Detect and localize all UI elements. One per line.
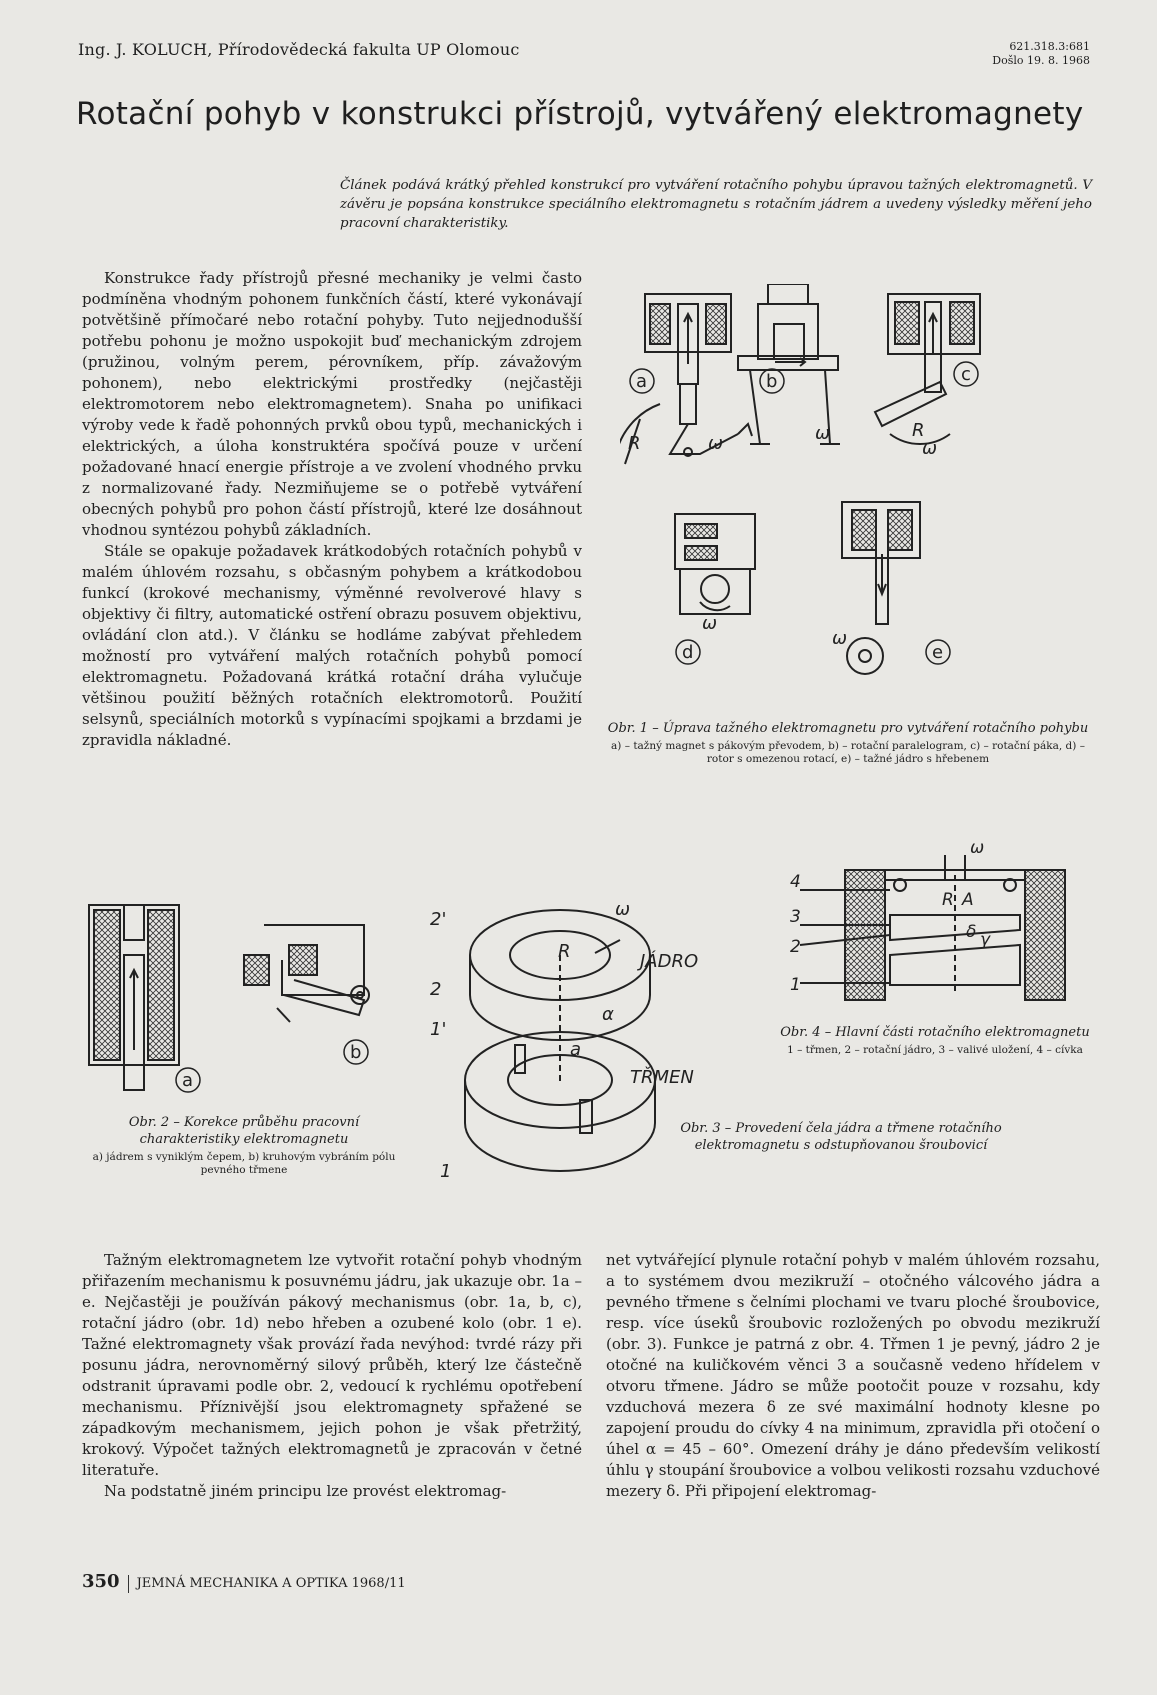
fig4-label-4: 4 — [790, 872, 801, 892]
page-footer — [82, 1571, 406, 1593]
fig3-a: a — [570, 1039, 582, 1060]
column-left-top — [82, 268, 582, 751]
fig3-radius: R — [558, 941, 571, 962]
fig1-omega-d: ω — [702, 613, 718, 634]
fig1-omega-a: ω — [708, 433, 724, 454]
column-right-bottom — [606, 1250, 1100, 1502]
figure-4-caption — [770, 1024, 1100, 1057]
figure-2-drawing — [84, 900, 414, 1100]
fig1-label-d: d — [682, 642, 694, 663]
fig4-label-2: 2 — [790, 937, 801, 957]
figure-3-title: Obr. 3 – Provedení čela jádra a třmene rotačního elektromagnetu s odstupňovanou šroubovicí — [680, 1121, 1002, 1153]
fig4-delta: δ — [966, 922, 977, 942]
paragraph: Na podstatně jiném principu lze provést elektromag- — [104, 1482, 507, 1500]
fig1-omega-b: ω — [815, 423, 831, 444]
fig1-omega-e: ω — [832, 628, 848, 649]
fig4-omega: ω — [970, 838, 985, 858]
fig3-label-tremen: TŘMEN — [630, 1067, 694, 1088]
paragraph: Tažným elektromagnetem lze vytvořit rotační pohyb vhodným přiřazením mechanismu k posuvnému jádru, jak ukazuje obr. 1a – e. Nejčastěji je používán pákový mechanismus (obr. 1a, b, c), rotační jádro (obr. 1d) nebo hřeben a ozubené kolo (obr. 1 e). Tažné elektromagnety však provází řada nevýhod: tvrdé rázy při posunu jádra, nerovnoměrný silový průběh, který lze částečně odstranit úpravami podle obr. 2, vedoucí k rychlému opotřebení mechanismu. Příznivější jsou elektromagnety spřažené se západkovým mechanismem, jejich pohon je však přetržitý, krokový. Výpočet tažných elektromagnetů je zpracován v četné literatuře. — [82, 1251, 582, 1479]
fig1-radius-a: R — [628, 433, 641, 454]
footer-divider — [128, 1575, 129, 1593]
fig1-radius-c: R — [912, 420, 925, 441]
fig1-label-c: c — [961, 364, 971, 385]
fig1-b-magnet — [738, 284, 840, 444]
fig3-label-jadro: JÁDRO — [640, 951, 699, 972]
page-number: 350 — [82, 1571, 120, 1592]
figure-4-legend: 1 – třmen, 2 – rotační jádro, 3 – valivé uložení, 4 – cívka — [787, 1044, 1083, 1056]
abstract: Článek podává krátký přehled konstrukcí pro vytváření rotačního pohybu úpravou tažných elektromagnetů. V závěru je popsána konstrukce speciálního elektromagnetu s rotačním jádrem a uvedeny výsledky měření jeho pracovní charakteristiky. — [340, 178, 1092, 231]
fig4-radius: R — [942, 890, 954, 910]
figure-2-legend: a) jádrem s vyniklým čepem, b) kruhovým vybráním pólu pevného třmene — [92, 1151, 396, 1176]
author-line: Ing. J. KOLUCH, Přírodovědecká fakulta UP Olomouc — [78, 40, 520, 59]
figure-1-caption — [598, 720, 1098, 766]
fig1-e-magnet — [842, 502, 920, 674]
fig1-label-e: e — [932, 642, 944, 663]
fig1-label-a: a — [636, 371, 648, 392]
fig2-label-a: a — [182, 1070, 194, 1091]
paragraph: Stále se opakuje požadavek krátkodobých rotačních pohybů v malém úhlovém rozsahu, s občasným pohybem a krátkodobou funkcí (krokové mechanismy, výměnné revolverové hlavy s objektivy či filtry, automatické ostření obrazu posuvem objektivu, ovládání clon atd.). V článku se hodláme zabývat přehledem možností pro vytváření malých rotačních pohybů pomocí elektromagnetu. Požadovaná krátká rotační dráha vylučuje většinou použití běžných rotačních elektromotorů. Použití selsynů, speciálních motorků s vypínacími spojkami a brzdami je zpravidla nákladné. — [82, 542, 582, 749]
figure-2-title: Obr. 2 – Korekce průběhu pracovní charakteristiky elektromagnetu — [128, 1115, 360, 1147]
fig3-label-1prime: 1' — [430, 1019, 447, 1040]
fig1-d-magnet — [675, 514, 755, 614]
fig1-omega-c: ω — [922, 438, 938, 459]
article-meta — [990, 40, 1090, 68]
figure-1-legend: a) – tažný magnet s pákovým převodem, b) – rotační paralelogram, c) – rotační páka, d) – rotor s omezenou rotací, e) – tažné jádro s hřebenem — [611, 740, 1085, 765]
fig1-label-b: b — [766, 371, 778, 392]
journal-name: JEMNÁ MECHANIKA A OPTIKA 1968/11 — [136, 1576, 406, 1591]
fig3-omega: ω — [615, 899, 631, 920]
fig2-label-b: b — [350, 1042, 362, 1063]
udc-code: 621.318.3:681 — [1009, 40, 1090, 53]
figure-4-title: Obr. 4 – Hlavní části rotačního elektromagnetu — [780, 1025, 1090, 1040]
fig3-label-2: 2 — [430, 979, 442, 1000]
fig3-label-1: 1 — [440, 1161, 452, 1182]
paragraph: Konstrukce řady přístrojů přesné mechaniky je velmi často podmíněna vhodným pohonem funkčních částí, které vykonávají potvětšině přímočaré nebo rotační pohyby. Tuto nejjednodušší potřebu pohonu je možno uspokojit buď mechanickým zdrojem (pružinou, volným perem, pérovníkem, příp. závažovým pohonem), nebo elektrickými prostředky (nejčastěji elektromotorem nebo elektromagnetem). Snaha po unifikaci výroby vede k řadě pohonných prvků obou typů, mechanických i elektrických, a úloha konstruktéra spočívá pouze v určení požadované hnací energie přístroje a ve zvolení vhodného prvku z normalizované řady. Nezmiňujeme se o potřebě vytváření obecných pohybů pro pohon částí přístrojů, které lze dosáhnout vhodnou syntézou pohybů základních. — [82, 269, 582, 539]
article-title: Rotační pohyb v konstrukci přístrojů, vytvářený elektromagnety — [76, 96, 1084, 132]
figure-4-drawing — [770, 835, 1090, 1015]
fig4-A: A — [962, 890, 974, 910]
fig3-label-2prime: 2' — [430, 909, 447, 930]
fig4-gamma: γ — [980, 930, 991, 950]
paragraph: net vytvářející plynule rotační pohyb v malém úhlovém rozsahu, a to systémem dvou mezikruží – otočného válcového jádra a pevného třmene s čelními plochami ve tvaru ploché šroubovice, resp. více úseků šroubovic rozložených po obvodu mezikruží (obr. 3). Funkce je patrná z obr. 4. Třmen 1 je pevný, jádro 2 je otočné na kuličkovém věnci 3 a současně vedeno hřídelem v otvoru třmene. Jádro se může pootočit pouze v rozsahu, kdy vzduchová mezera δ ze své maximální hodnoty klesne po zapojení proudu do cívky 4 na minimum, zpravidla při otočení o úhel α = 45 – 60°. Omezení dráhy je dáno především velikostí úhlu γ stoupání šroubovice a volbou velikosti rozsahu vzduchové mezery δ. Při připojení elektromag- — [606, 1251, 1100, 1500]
figure-1-title: Obr. 1 – Úprava tažného elektromagnetu pro vytváření rotačního pohybu — [607, 721, 1089, 736]
received-date: Došlo 19. 8. 1968 — [992, 54, 1090, 67]
figure-2-caption — [84, 1114, 404, 1177]
fig3-alpha: α — [602, 1004, 614, 1025]
fig4-label-3: 3 — [790, 907, 801, 927]
column-left-bottom — [82, 1250, 582, 1502]
figure-3-caption — [676, 1120, 1006, 1154]
figure-1-drawing — [620, 284, 1100, 684]
fig4-label-1: 1 — [790, 975, 801, 995]
